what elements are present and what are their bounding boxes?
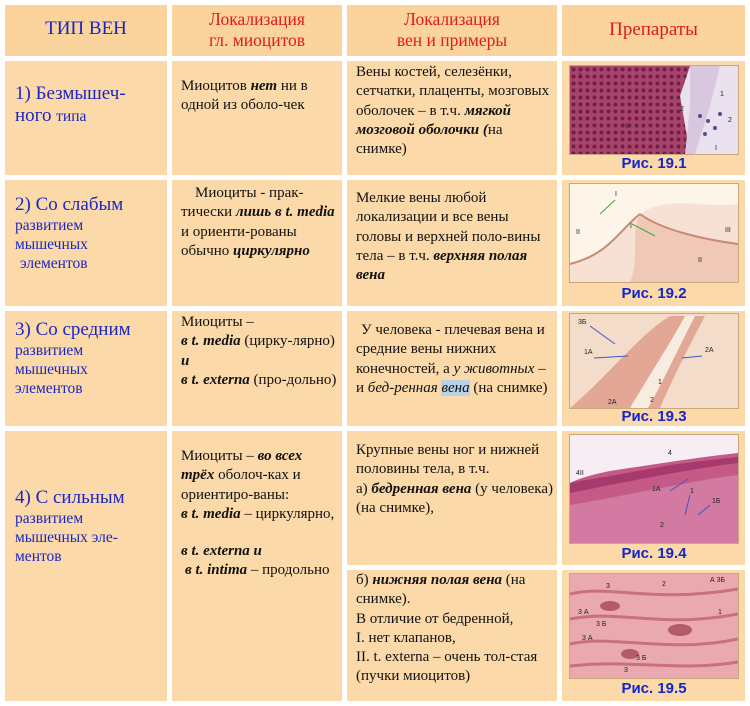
row1-ex-c: мягкой мозговой оболочки ( (356, 102, 512, 138)
row1-preparation (562, 61, 745, 175)
row4-examples-a (347, 431, 557, 565)
row2-type (5, 180, 167, 306)
row1-myocyte-location (172, 61, 342, 175)
row4-ex1-b: а) (356, 480, 368, 497)
row3-ex-d: бед-ренная (367, 379, 438, 396)
fig19-5-label-1: 2 (662, 581, 666, 588)
row3-ex-e: вена (441, 379, 470, 396)
header-col3-line2: вен и примеры (396, 30, 508, 50)
row2-type-line1: 2) Со слабым (15, 194, 124, 215)
fig19-4-label-3: 1А (652, 486, 661, 493)
fig19-3-label-2: 1А (584, 349, 593, 356)
fig19-5-label-2: 3 (606, 583, 610, 590)
row3-examples (347, 311, 557, 426)
row4-loc-a: Миоциты – (181, 448, 254, 464)
row2-type-line4: элементов (20, 255, 88, 272)
row4-loc-g: в t. intima (185, 562, 248, 579)
row2-myocyte-location (172, 180, 342, 306)
row1-examples (347, 61, 557, 175)
fig19-1-label-2: 2 (680, 106, 684, 113)
fig19-1-label-1: 1 (578, 73, 582, 80)
row4-ex2-a: б) (356, 572, 369, 588)
row2-loc-b: лишь в t. media (235, 204, 335, 221)
row4-loc-h: – продольно (250, 562, 330, 579)
row2-type-line3: мышечных (15, 236, 88, 253)
row1-ex-d: на снимке) (356, 121, 503, 158)
row4-examples-b (347, 570, 557, 701)
row1-type-line1: 1) Безмышеч- (15, 83, 126, 104)
fig19-4-label-2: 4II (576, 470, 584, 477)
row1-loc-b: нет (250, 78, 278, 94)
row1-type-line2b: типа (56, 108, 87, 125)
row3-preparation (562, 311, 745, 426)
fig19-3-label-6: 2 (650, 397, 654, 404)
fig19-4-label-5: 1Б (712, 498, 721, 505)
fig19-2-label-4: III (725, 227, 731, 234)
row2-loc-a: Миоциты - прак-тически (181, 185, 304, 221)
row4-loc-e: – циркулярно, (244, 505, 335, 522)
fig19-2-label-3: I (630, 223, 632, 230)
row3-ex-f: (на снимке) (473, 379, 548, 396)
row2-ex-b: верхняя полая вена (356, 247, 528, 284)
fig19-1-label-5: 2 (728, 117, 732, 124)
fig19-5-label-9: А 3Б (710, 577, 726, 584)
fig19-5-label-6: 1 (718, 609, 722, 616)
row3-loc-c: (цирку-лярно) (244, 333, 335, 350)
row4-type-line1: 4) С сильным (15, 487, 125, 508)
row3-ex-b: у животных (453, 360, 535, 377)
row3-type-line2: развитием (15, 342, 84, 359)
fig19-3-label-5: 2А (608, 399, 617, 406)
header-vein-location (347, 5, 557, 56)
row4-preparation-a (562, 431, 745, 565)
fig-19-2-caption: Рис. 19.2 (621, 285, 687, 302)
row4-ex1-c: бедренная вена (371, 480, 472, 497)
row3-type-line3: мышечных (15, 361, 88, 378)
header-preparations (562, 5, 745, 56)
row4-myocyte-location (172, 431, 342, 701)
row3-ex-c: – и (356, 360, 546, 396)
row3-type-line4: элементов (15, 380, 83, 397)
micrograph-19-3 (569, 313, 739, 409)
header-myocyte-location (172, 5, 342, 56)
micrograph-19-4 (569, 434, 739, 544)
header-type (5, 5, 167, 56)
row4-ex2-c: (на снимке). (356, 572, 526, 608)
header-col2-line2: гл. миоцитов (208, 30, 306, 50)
row1-ex-a: Вены костей, селезёнки, сетчатки, плаценты, мозговых оболочек – (356, 64, 550, 119)
row1-type (5, 61, 167, 175)
row4-ex2-f: II. t. externa – очень тол-стая (пучки миоцитов) (356, 649, 538, 685)
row2-loc-c: и ориенти-рованы обычно (181, 223, 297, 259)
fig19-2-label-2: II (576, 229, 580, 236)
fig-19-4-caption: Рис. 19.4 (621, 545, 687, 562)
row4-type (5, 431, 167, 701)
row4-preparation-b (562, 570, 745, 701)
header-col2-line1: Локализация (209, 9, 305, 29)
fig19-1-label-3: 1 (720, 91, 724, 98)
row3-loc-d: и (181, 352, 190, 369)
fig19-5-label-3: 3 А (578, 609, 589, 616)
header-col3-line1: Локализация (404, 9, 500, 29)
row2-examples (347, 180, 557, 306)
fig19-5-label-5: 3 А (582, 635, 593, 642)
fig-19-3-caption: Рис. 19.3 (621, 408, 687, 425)
fig19-4-label-1: 4 (668, 450, 672, 457)
fig19-1-label-4: II (625, 123, 629, 130)
fig19-3-label-3: 2А (705, 347, 714, 354)
row2-preparation (562, 180, 745, 306)
row1-type-line2: ного (15, 105, 52, 126)
row2-type-line2: развитием (15, 217, 84, 234)
row4-type-line4: ментов (15, 548, 62, 565)
row4-loc-b: во всех трёх (181, 448, 303, 484)
row4-loc-c: оболоч-ках и ориентиро-ваны: (181, 467, 301, 503)
fig19-4-label-4: 1 (690, 488, 694, 495)
fig19-5-label-8: 3 (624, 667, 628, 674)
row4-ex2-d: В отличие от бедренной, (356, 610, 514, 627)
row4-ex1-a: Крупные вены ног и нижней половины тела, в т.ч. (356, 442, 540, 478)
row1-loc-a: Миоцитов (181, 78, 247, 94)
row4-ex2-b: нижняя полая вена (372, 572, 503, 588)
fig19-5-label-4: 3 Б (596, 621, 607, 628)
row3-loc-b: в t. media (181, 333, 241, 350)
row4-loc-d: в t. media (181, 505, 241, 522)
micrograph-19-1 (569, 65, 739, 155)
fig19-3-label-1: 3Б (578, 319, 587, 326)
row1-ex-b: в т.ч. (429, 102, 461, 119)
header-type-label: ТИП ВЕН (45, 18, 127, 39)
row4-ex2-e: I. нет клапанов, (356, 629, 456, 646)
row3-type-line1: 3) Со средним (15, 319, 131, 340)
fig19-2-label-1: I (615, 191, 617, 198)
row3-type (5, 311, 167, 426)
fig19-5-label-7: 3 Б (636, 655, 647, 662)
fig19-4-label-6: 2 (660, 522, 664, 529)
header-col4: Препараты (609, 19, 698, 40)
fig19-3-label-4: 1 (658, 379, 662, 386)
row1-loc-c: ни в одной из оболо-чек (181, 78, 308, 114)
row3-loc-a: Миоциты – (181, 314, 254, 330)
row3-loc-e: в t. externa (181, 371, 250, 388)
row4-type-line3: мышечных эле- (15, 529, 118, 546)
row3-myocyte-location (172, 311, 342, 426)
fig-19-5-caption: Рис. 19.5 (621, 680, 687, 697)
row4-ex1-d: (у человека) (на снимке), (356, 480, 553, 516)
row3-ex-a: У человека - плечевая вена и средние вены нижних конечностей, а (356, 322, 545, 377)
row2-loc-d: циркулярно (233, 242, 310, 259)
micrograph-19-2 (569, 183, 739, 283)
fig-19-1-caption: Рис. 19.1 (621, 155, 687, 172)
row3-loc-f: (про-дольно) (253, 371, 337, 388)
fig19-2-label-5: II (698, 257, 702, 264)
fig19-1-label-6: I (715, 145, 717, 152)
row2-ex-a: Мелкие вены любой локализации и все вены головы и верхней поло-вины тела – в т.ч. (356, 190, 541, 264)
row4-loc-f: в t. externa и (181, 543, 262, 560)
micrograph-19-5 (569, 573, 739, 679)
row4-type-line2: развитием (15, 510, 84, 527)
